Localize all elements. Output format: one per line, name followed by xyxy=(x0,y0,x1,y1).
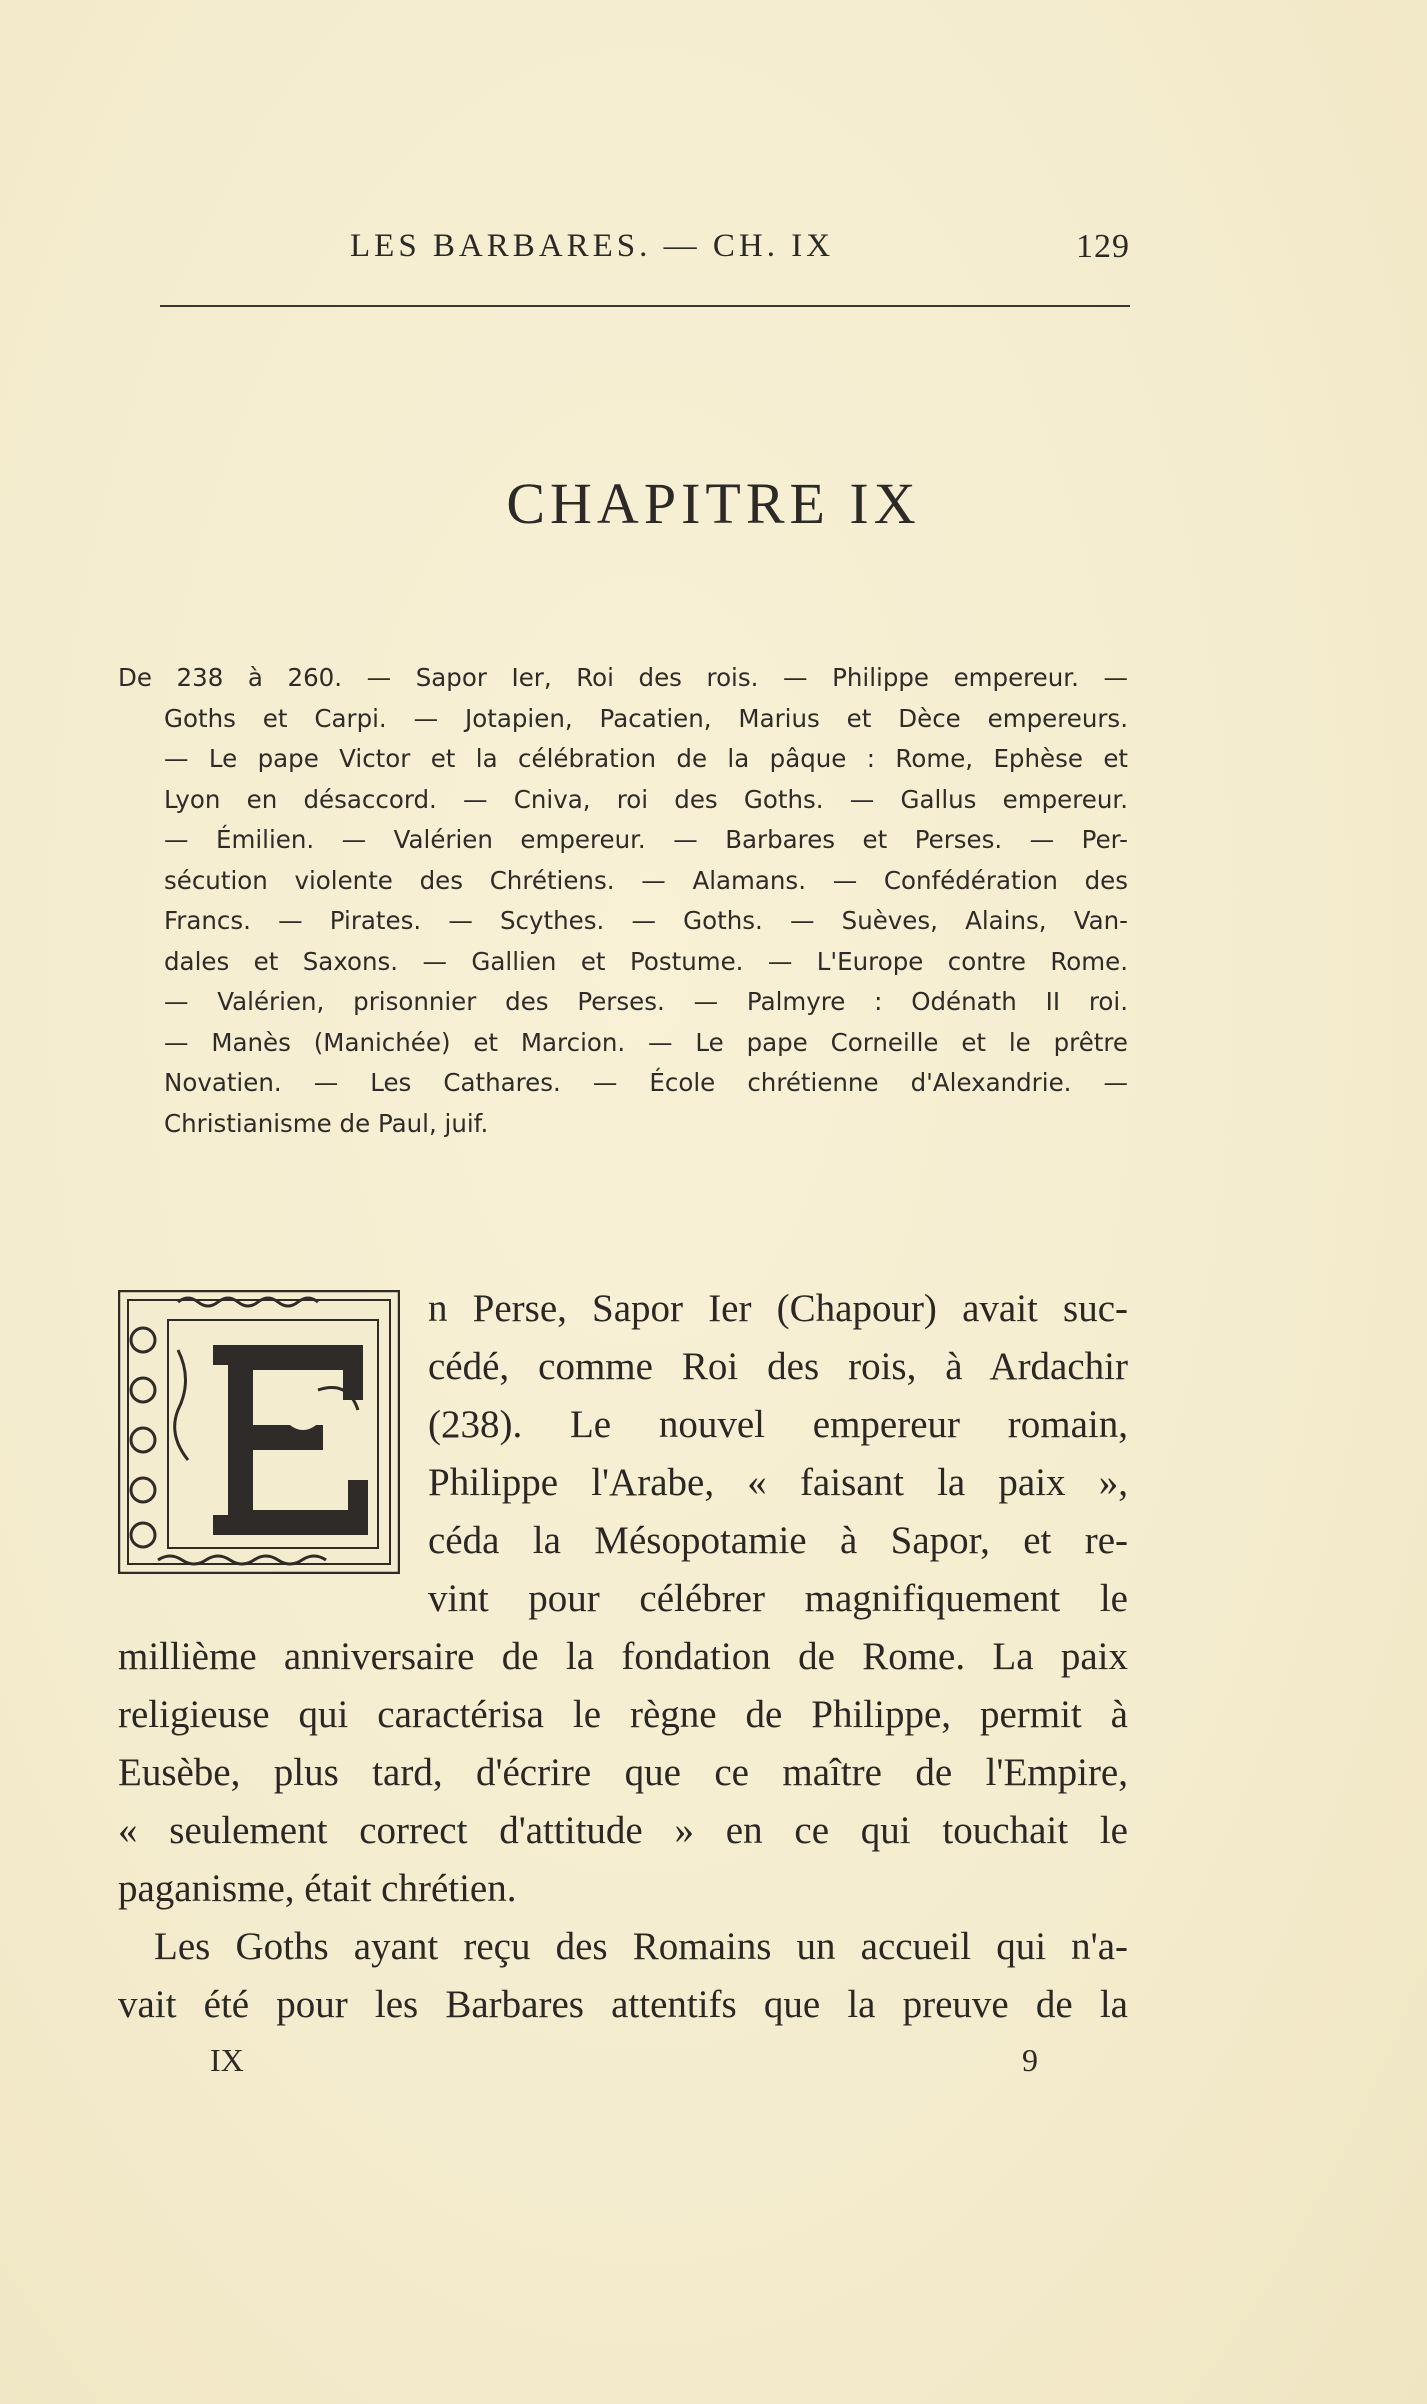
body-line: n Perse, Sapor Ier (Chapour) avait suc- xyxy=(428,1287,1128,1330)
body-line: cédé, comme Roi des rois, à Ardachir xyxy=(428,1345,1128,1388)
body-line: Eusèbe, plus tard, d'écrire que ce maître de l'Empire, xyxy=(118,1751,1128,1794)
ornamental-dropcap-e xyxy=(118,1290,400,1574)
body-line: millième anniversaire de la fondation de Rome. La paix xyxy=(118,1635,1128,1678)
body-text-wrapped xyxy=(428,1280,1128,1628)
header-rule xyxy=(160,305,1130,307)
running-head xyxy=(160,228,1130,278)
sheet-number: 9 xyxy=(1022,2042,1038,2078)
summary-line: Lyon en désaccord. — Cniva, roi des Goths. — Gallus empereur. xyxy=(164,784,1128,814)
chapter-title: CHAPITRE IX xyxy=(506,471,921,536)
page-footer xyxy=(210,2042,1040,2082)
page-number: 129 xyxy=(1076,228,1130,265)
body-text-full xyxy=(118,1628,1128,2034)
summary-line: — Le pape Victor et la célébration de la pâque : Rome, Ephèse et xyxy=(164,744,1128,773)
summary-line: — Valérien, prisonnier des Perses. — Palmyre : Odénath II roi. xyxy=(164,987,1128,1016)
body-line: Les Goths ayant reçu des Romains un accueil qui n'a- xyxy=(154,1925,1128,1968)
summary-line: — Manès (Manichée) et Marcion. — Le pape Corneille et le prêtre xyxy=(164,1027,1128,1057)
body-line: Philippe l'Arabe, « faisant la paix », xyxy=(428,1461,1128,1504)
running-head-title: LES BARBARES. — CH. IX xyxy=(350,228,835,264)
summary-line: Francs. — Pirates. — Scythes. — Goths. — Suèves, Alains, Van- xyxy=(164,906,1128,935)
summary-line: Christianisme de Paul, juif. xyxy=(164,1108,489,1138)
chapter-summary xyxy=(118,658,1128,1144)
body-line: céda la Mésopotamie à Sapor, et re- xyxy=(428,1519,1128,1562)
body-line: vint pour célébrer magnifiquement le xyxy=(428,1577,1128,1620)
summary-line: Goths et Carpi. — Jotapien, Pacatien, Marius et Dèce empereurs. xyxy=(164,703,1128,733)
body-line: paganisme, était chrétien. xyxy=(118,1867,517,1910)
summary-line: dales et Saxons. — Gallien et Postume. — L'Europe contre Rome. xyxy=(164,946,1128,976)
summary-line: De 238 à 260. — Sapor Ier, Roi des rois. — Philippe empereur. — xyxy=(118,663,1128,692)
body-line: (238). Le nouvel empereur romain, xyxy=(428,1403,1128,1446)
body-line: religieuse qui caractérisa le règne de Philippe, permit à xyxy=(118,1693,1128,1736)
summary-line: — Émilien. — Valérien empereur. — Barbares et Perses. — Per- xyxy=(164,825,1128,854)
summary-line: Novatien. — Les Cathares. — École chrétienne d'Alexandrie. — xyxy=(164,1068,1128,1097)
summary-line: sécution violente des Chrétiens. — Alamans. — Confédération des xyxy=(164,865,1128,895)
body-line: « seulement correct d'attitude » en ce qui touchait le xyxy=(118,1809,1128,1852)
body-line: vait été pour les Barbares attentifs que la preuve de la xyxy=(118,1983,1128,2026)
signature-mark: IX xyxy=(210,2042,244,2078)
